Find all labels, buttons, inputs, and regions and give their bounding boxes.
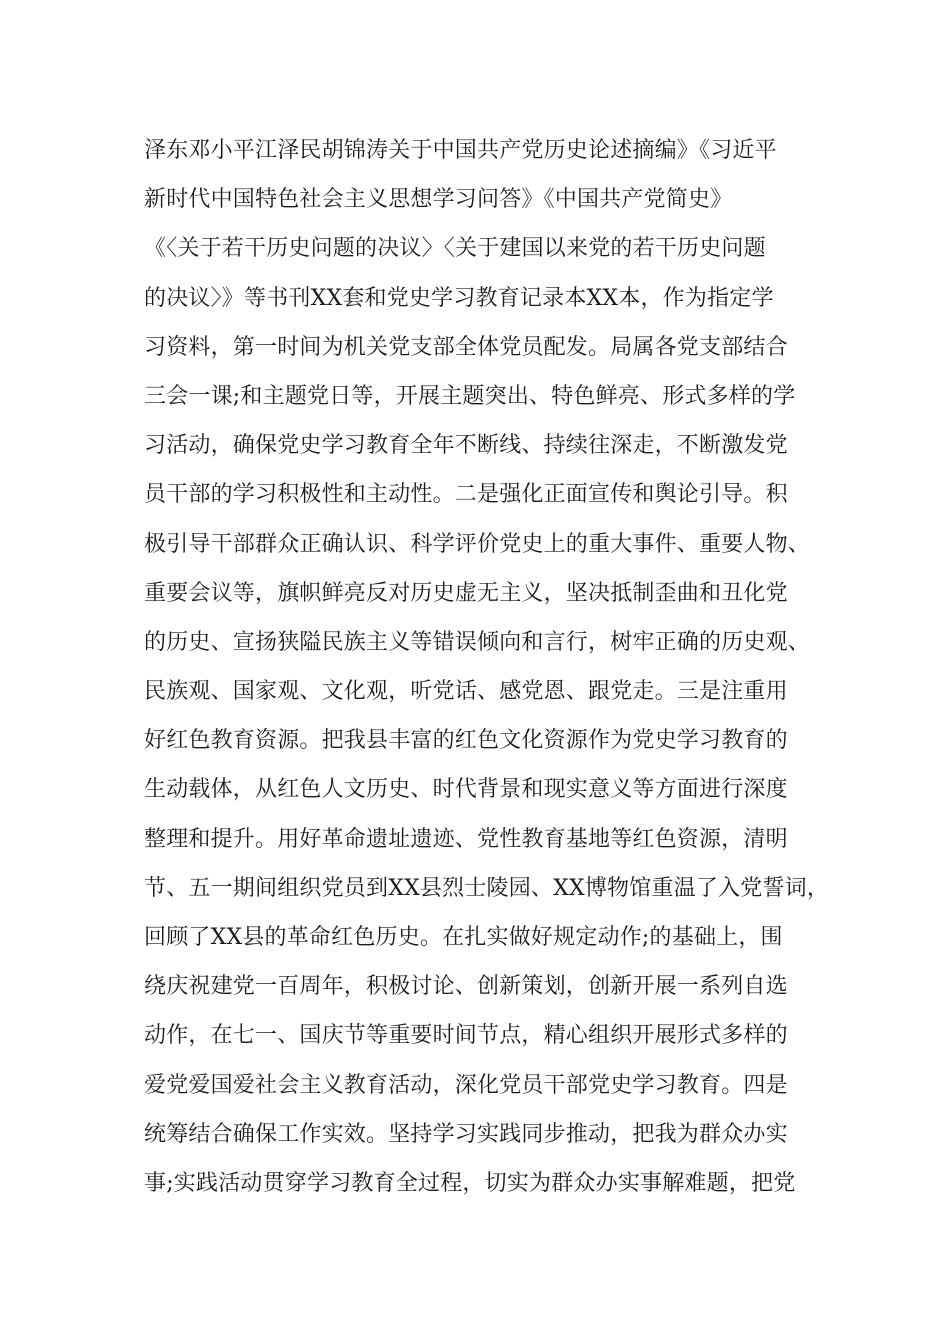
- text-line: 好红色教育资源。把我县丰富的红色文化资源作为党史学习教育的: [144, 728, 788, 754]
- text-line: 爱党爱国爱社会主义教育活动，深化党员干部党史学习教育。四是: [144, 1072, 788, 1098]
- document-body: [144, 126, 834, 1208]
- text-line: 生动载体，从红色人文历史、时代背景和现实意义等方面进行深度: [144, 777, 788, 803]
- text-line: 民族观、国家观、文化观，听党话、感党恩、跟党走。三是注重用: [144, 679, 788, 705]
- text-line: 习活动，确保党史学习教育全年不断线、持续往深走，不断激发党: [144, 433, 788, 459]
- text-line: 的历史、宣扬狭隘民族主义等错误倾向和言行，树牢正确的历史观、: [144, 629, 811, 655]
- text-line: 动作，在七一、国庆节等重要时间节点，精心组织开展形式多样的: [144, 1023, 788, 1049]
- text-line: 员干部的学习积极性和主动性。二是强化正面宣传和舆论引导。积: [144, 482, 788, 508]
- text-line: 的决议〉》等书刊XX套和党史学习教育记录本XX本，作为指定学: [144, 285, 774, 311]
- text-line: 统筹结合确保工作实效。坚持学习实践同步推动，把我为群众办实: [144, 1121, 788, 1147]
- text-line: 《〈关于若干历史问题的决议〉〈关于建国以来党的若干历史问题: [144, 236, 766, 262]
- text-line: 回顾了XX县的革命红色历史。在扎实做好规定动作;的基础上，围: [144, 925, 783, 950]
- text-line: 泽东邓小平江泽民胡锦涛关于中国共产党历史论述摘编》《习近平: [144, 138, 777, 163]
- text-line: 极引导干部群众正确认识、科学评价党史上的重大事件、重要人物、: [144, 531, 811, 557]
- text-line: 整理和提升。用好革命遗址遗迹、党性教育基地等红色资源，清明: [144, 826, 788, 852]
- text-line: 习资料，第一时间为机关党支部全体党员配发。局属各党支部结合: [144, 334, 788, 360]
- text-line: 重要会议等，旗帜鲜亮反对历史虚无主义，坚决抵制歪曲和丑化党: [144, 580, 788, 606]
- text-line: 事;实践活动贯穿学习教育全过程，切实为群众办实事解难题，把党: [144, 1170, 796, 1196]
- text-line: 三会一课;和主题党日等，开展主题突出、特色鲜亮、形式多样的学: [144, 383, 796, 409]
- text-line: 新时代中国特色社会主义思想学习问答》《中国共产党简史》: [144, 187, 733, 213]
- text-line: 绕庆祝建党一百周年，积极讨论、创新策划，创新开展一系列自选: [144, 974, 788, 1000]
- text-line: 节、五一期间组织党员到XX县烈士陵园、XX博物馆重温了入党誓词，: [144, 875, 830, 901]
